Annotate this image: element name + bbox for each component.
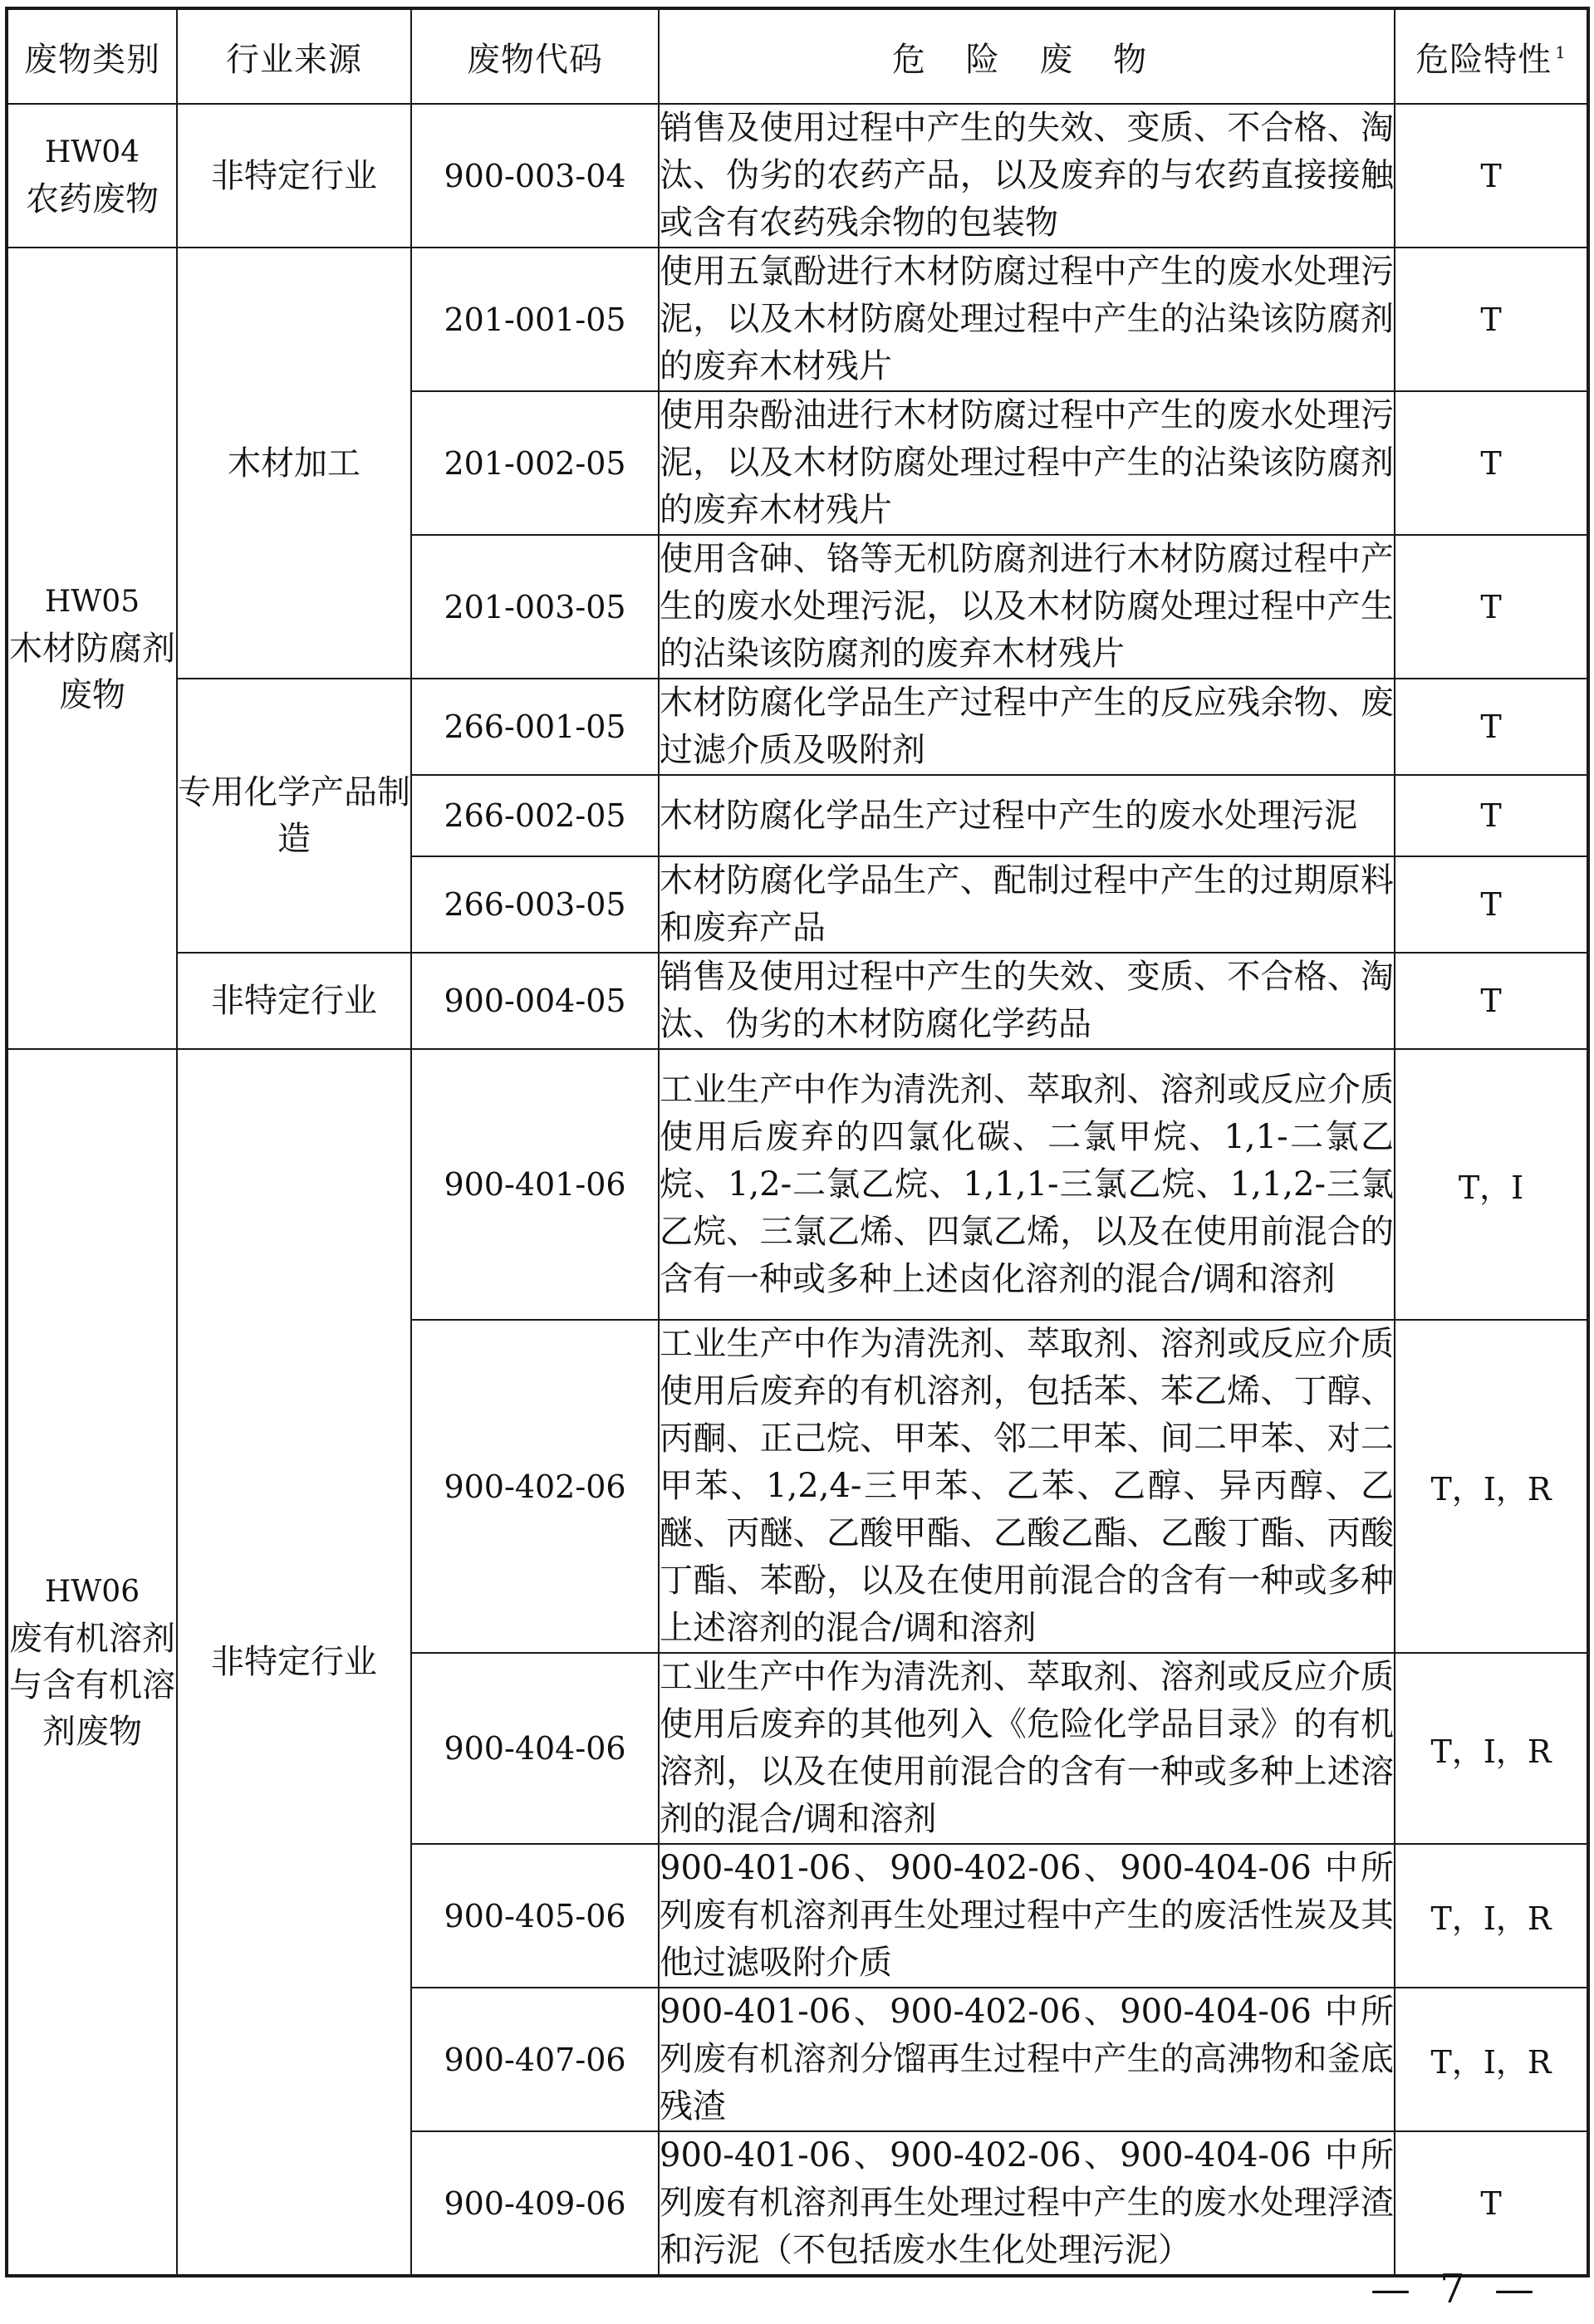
waste-description: 销售及使用过程中产生的失效、变质、不合格、淘汰、伪劣的农药产品，以及废弃的与农药直接接触或含有农药残余物的包装物: [659, 104, 1395, 248]
waste-code: 266-002-05: [411, 775, 659, 856]
header-waste-category: 废物类别: [7, 8, 177, 104]
waste-description: 900-401-06、900-402-06、900-404-06 中所列废有机溶剂再生处理过程中产生的废水处理浮渣和污泥（不包括废水生化处理污泥）: [659, 2131, 1395, 2276]
waste-code: 900-407-06: [411, 1988, 659, 2131]
waste-description: 使用五氯酚进行木材防腐过程中产生的废水处理污泥，以及木材防腐处理过程中产生的沾染该防腐剂的废弃木材残片: [659, 248, 1395, 391]
category-code: HW04: [44, 135, 140, 169]
waste-code: 201-001-05: [411, 248, 659, 391]
waste-description: 工业生产中作为清洗剂、萃取剂、溶剂或反应介质使用后废弃的有机溶剂，包括苯、苯乙烯、丁醇、丙酮、正己烷、甲苯、邻二甲苯、间二甲苯、对二甲苯、1,2,4-三甲苯、乙苯、乙醇、异丙醇、乙醚、丙醚、乙酸甲酯、乙酸乙酯、乙酸丁酯、丙酸丁酯、苯酚，以及在使用前混合的含有一种或多种上述溶剂的混合/调和溶剂: [659, 1320, 1395, 1653]
header-hazardous-waste: 危 险 废 物: [659, 8, 1395, 104]
waste-code: 201-002-05: [411, 391, 659, 535]
hazard-characteristic: T: [1395, 856, 1588, 953]
waste-code: 201-003-05: [411, 535, 659, 679]
category-name: 木材防腐剂废物: [9, 629, 175, 714]
table-row: [7, 248, 1588, 391]
hazard-characteristic: T: [1395, 953, 1588, 1049]
waste-code: 900-003-04: [411, 104, 659, 248]
waste-code: 900-405-06: [411, 1844, 659, 1988]
waste-code: 900-409-06: [411, 2131, 659, 2276]
waste-description: 木材防腐化学品生产、配制过程中产生的过期原料和废弃产品: [659, 856, 1395, 953]
category-cell: [7, 248, 177, 1049]
hazard-characteristic: T: [1395, 775, 1588, 856]
waste-code: 900-401-06: [411, 1049, 659, 1320]
source-cell: 木材加工: [177, 248, 411, 679]
page-number: — 7 —: [1371, 2266, 1543, 2312]
source-cell: 非特定行业: [177, 104, 411, 248]
hazard-characteristic: T，I，R: [1395, 1844, 1588, 1988]
waste-code: 266-003-05: [411, 856, 659, 953]
waste-description: 工业生产中作为清洗剂、萃取剂、溶剂或反应介质使用后废弃的四氯化碳、二氯甲烷、1,1-二氯乙烷、1,2-二氯乙烷、1,1,1-三氯乙烷、1,1,2-三氯乙烷、三氯乙烯、四氯乙烯，以及在使用前混合的含有一种或多种上述卤化溶剂的混合/调和溶剂: [659, 1049, 1395, 1320]
category-name: 农药废物: [26, 179, 159, 218]
hazard-characteristic: T: [1395, 104, 1588, 248]
hazardous-waste-table: [5, 7, 1590, 2277]
waste-description: 工业生产中作为清洗剂、萃取剂、溶剂或反应介质使用后废弃的其他列入《危险化学品目录》的有机溶剂，以及在使用前混合的含有一种或多种上述溶剂的混合/调和溶剂: [659, 1653, 1395, 1844]
waste-description: 使用含砷、铬等无机防腐剂进行木材防腐过程中产生的废水处理污泥，以及木材防腐处理过程中产生的沾染该防腐剂的废弃木材残片: [659, 535, 1395, 679]
hazard-characteristic: T: [1395, 535, 1588, 679]
table-row: [7, 953, 1588, 1049]
waste-code: 266-001-05: [411, 679, 659, 775]
waste-code: 900-004-05: [411, 953, 659, 1049]
hazard-characteristic: T: [1395, 391, 1588, 535]
table-row: [7, 1049, 1588, 1320]
hazard-characteristic: T，I，R: [1395, 1653, 1588, 1844]
hazard-characteristic: T，I，R: [1395, 1320, 1588, 1653]
header-hazard-characteristic-label: 危险特性: [1415, 40, 1552, 79]
hazard-characteristic: T: [1395, 2131, 1588, 2276]
header-industry-source: 行业来源: [177, 8, 411, 104]
waste-description: 木材防腐化学品生产过程中产生的废水处理污泥: [659, 775, 1395, 856]
waste-description: 木材防腐化学品生产过程中产生的反应残余物、废过滤介质及吸附剂: [659, 679, 1395, 775]
source-cell: 非特定行业: [177, 953, 411, 1049]
hazard-characteristic: T，I: [1395, 1049, 1588, 1320]
table-row: [7, 679, 1588, 775]
category-cell: [7, 1049, 177, 2276]
category-name: 废有机溶剂与含有机溶剂废物: [9, 1620, 175, 1751]
hazard-characteristic: T，I，R: [1395, 1988, 1588, 2131]
source-cell: 非特定行业: [177, 1049, 411, 2276]
category-cell: [7, 104, 177, 248]
waste-description: 900-401-06、900-402-06、900-404-06 中所列废有机溶剂再生处理过程中产生的废活性炭及其他过滤吸附介质: [659, 1844, 1395, 1988]
header-row: [7, 8, 1588, 104]
waste-code: 900-402-06: [411, 1320, 659, 1653]
hazard-characteristic: T: [1395, 679, 1588, 775]
footnote-marker: 1: [1555, 42, 1567, 63]
category-code: HW05: [44, 584, 140, 619]
header-waste-code: 废物代码: [411, 8, 659, 104]
source-cell: 专用化学产品制造: [177, 679, 411, 953]
waste-code: 900-404-06: [411, 1653, 659, 1844]
waste-description: 使用杂酚油进行木材防腐过程中产生的废水处理污泥，以及木材防腐处理过程中产生的沾染该防腐剂的废弃木材残片: [659, 391, 1395, 535]
waste-description: 销售及使用过程中产生的失效、变质、不合格、淘汰、伪劣的木材防腐化学药品: [659, 953, 1395, 1049]
hazard-characteristic: T: [1395, 248, 1588, 391]
table-row: [7, 104, 1588, 248]
category-code: HW06: [44, 1575, 140, 1609]
header-hazard-characteristic: [1395, 8, 1588, 104]
waste-description: 900-401-06、900-402-06、900-404-06 中所列废有机溶剂分馏再生过程中产生的高沸物和釜底残渣: [659, 1988, 1395, 2131]
